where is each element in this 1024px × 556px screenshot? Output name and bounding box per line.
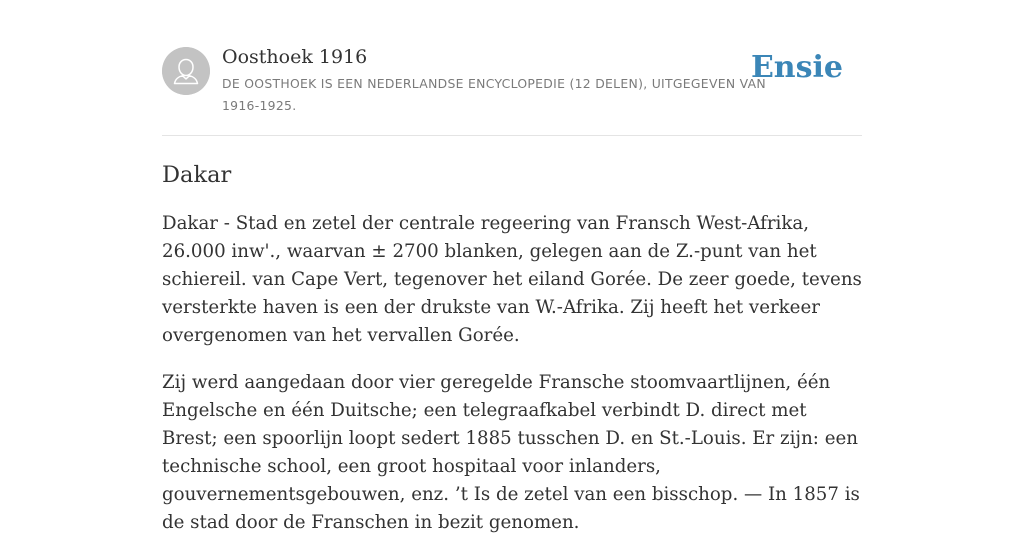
ensie-logo[interactable]: Ensie: [750, 50, 843, 85]
source-title[interactable]: Oosthoek 1916: [222, 46, 368, 68]
source-description: DE OOSTHOEK IS EEN NEDERLANDSE ENCYCLOPEDIE (12 DELEN), UITGEGEVEN VAN 1916-1925.: [222, 76, 766, 113]
article-paragraph: Zij werd aangedaan door vier geregelde Fransche stoomvaartlijnen, één Engelsche en één Duitsche; een telegraafkabel verbindt D. direct met Brest; een spoorlijn loopt sedert 1885 tusschen D. en St.-Louis. Er zijn: een technische school, een groot hospitaal voor inlanders, gouvernementsgebouwen, enz. ’t Is de zetel van een bisschop. — In 1857 is de stad door de Franschen in bezit genomen.: [162, 372, 860, 533]
article-title: Dakar: [162, 162, 232, 188]
source-header: [162, 46, 862, 136]
article-paragraph: Dakar - Stad en zetel der centrale regeering van Fransch West-Afrika, 26.000 inw'., waarvan ± 2700 blanken, gelegen aan de Z.-punt van het schiereil. van Cape Vert, tegenover het eiland Gorée. De zeer goede, tevens versterkte haven is een der drukste van W.-Afrika. Zij heeft het verkeer overgenomen van het vervallen Gorée.: [162, 213, 862, 346]
article: [162, 158, 867, 556]
user-avatar-icon[interactable]: [162, 47, 210, 95]
header-divider: [162, 135, 862, 136]
